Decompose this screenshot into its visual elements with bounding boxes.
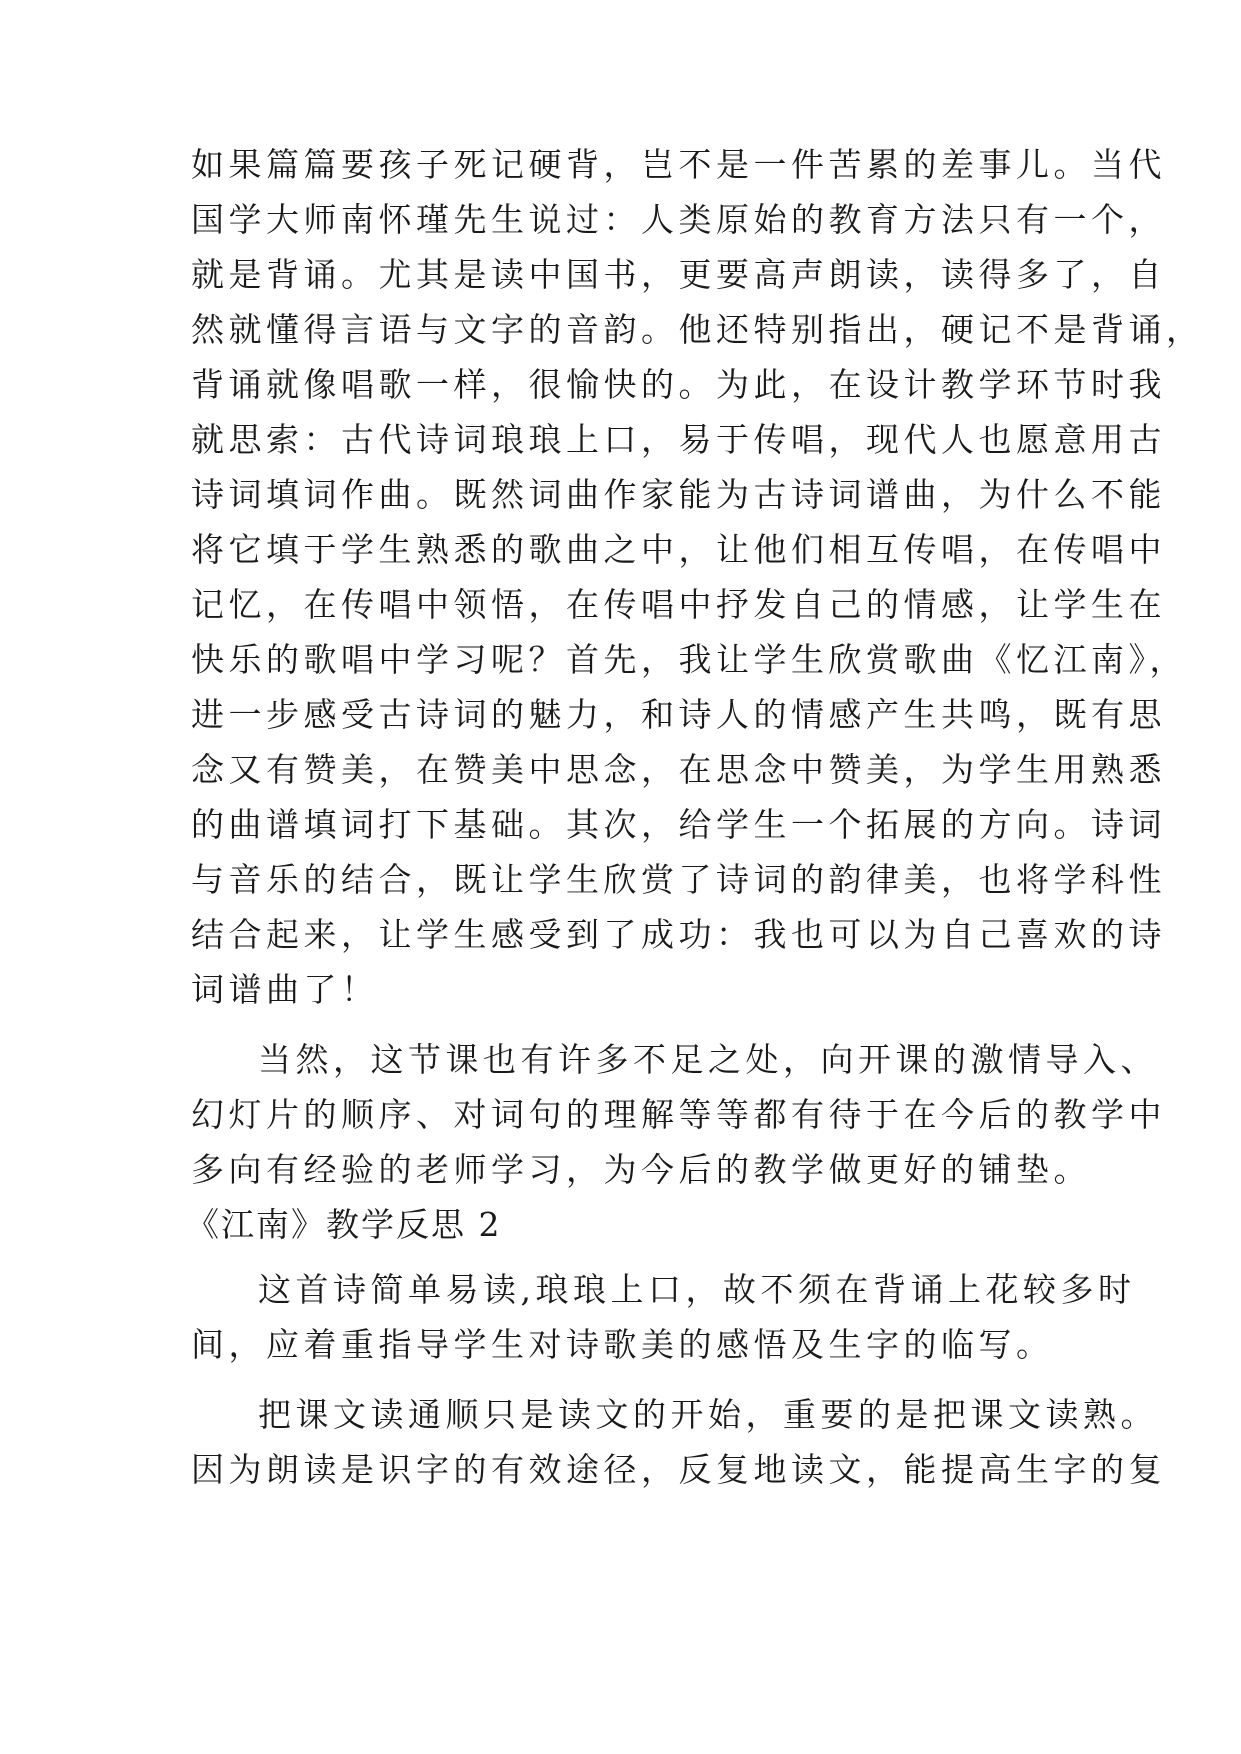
paragraph-1-line: 如果篇篇要孩子死记硬背，岂不是一件苦累的差事儿。当代 bbox=[191, 145, 1166, 184]
paragraph-1-line: 就是背诵。尤其是读中国书，更要高声朗读，读得多了，自 bbox=[191, 255, 1166, 294]
paragraph-1-line: 的曲谱填词打下基础。其次，给学生一个拓展的方向。诗词 bbox=[191, 805, 1166, 844]
paragraph-4-line: 因为朗读是识字的有效途径，反复地读文，能提高生字的复 bbox=[191, 1450, 1166, 1489]
paragraph-3-line: 这首诗简单易读,琅琅上口，故不须在背诵上花较多时 bbox=[258, 1270, 1136, 1309]
paragraph-1-line: 进一步感受古诗词的魅力，和诗人的情感产生共鸣，既有思 bbox=[191, 695, 1166, 734]
paragraph-1-line: 结合起来，让学生感受到了成功：我也可以为自己喜欢的诗 bbox=[191, 915, 1166, 954]
paragraph-2-line: 多向有经验的老师学习，为今后的教学做更好的铺垫。 bbox=[191, 1150, 1091, 1189]
section-title: 《江南》教学反思 2 bbox=[186, 1205, 502, 1244]
paragraph-1-line: 快乐的歌唱中学习呢？首先，我让学生欣赏歌曲《忆江南》， bbox=[191, 640, 1187, 679]
paragraph-1-line: 记忆，在传唱中领悟，在传唱中抒发自己的情感，让学生在 bbox=[191, 585, 1166, 624]
paragraph-1-line: 国学大师南怀瑾先生说过：人类原始的教育方法只有一个， bbox=[191, 200, 1166, 239]
paragraph-3-line: 间，应着重指导学生对诗歌美的感悟及生字的临写。 bbox=[191, 1325, 1054, 1364]
paragraph-1-line: 就思索：古代诗词琅琅上口，易于传唱，现代人也愿意用古 bbox=[191, 420, 1166, 459]
paragraph-1-line: 诗词填词作曲。既然词曲作家能为古诗词谱曲，为什么不能 bbox=[191, 475, 1166, 514]
paragraph-1-line: 然就懂得言语与文字的音韵。他还特别指出，硬记不是背诵， bbox=[191, 310, 1204, 349]
paragraph-1-line: 将它填于学生熟悉的歌曲之中，让他们相互传唱，在传唱中 bbox=[191, 530, 1166, 569]
paragraph-1-line: 背诵就像唱歌一样，很愉快的。为此，在设计教学环节时我 bbox=[191, 365, 1166, 404]
paragraph-1-line: 念又有赞美，在赞美中思念，在思念中赞美，为学生用熟悉 bbox=[191, 750, 1166, 789]
paragraph-1-line: 与音乐的结合，既让学生欣赏了诗词的韵律美，也将学科性 bbox=[191, 860, 1166, 899]
paragraph-1-line: 词谱曲了！ bbox=[191, 970, 379, 1009]
paragraph-2-line: 当然，这节课也有许多不足之处，向开课的激情导入、 bbox=[258, 1040, 1158, 1079]
paragraph-4-line: 把课文读通顺只是读文的开始，重要的是把课文读熟。 bbox=[258, 1395, 1158, 1434]
paragraph-2-line: 幻灯片的顺序、对词句的理解等等都有待于在今后的教学中 bbox=[191, 1095, 1166, 1134]
